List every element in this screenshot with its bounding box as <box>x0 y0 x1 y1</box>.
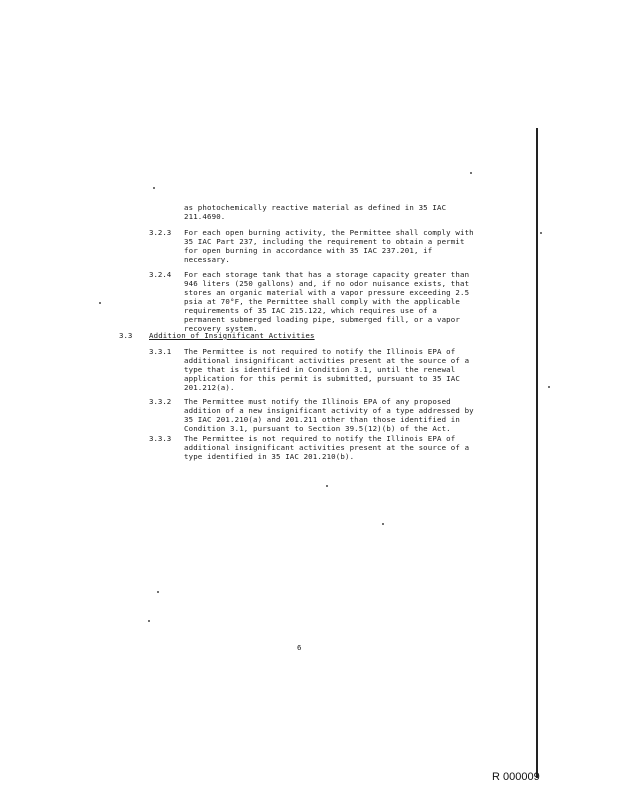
scan-speck <box>157 591 159 593</box>
scan-speck <box>99 302 101 304</box>
intro-line: 211.4690. <box>184 212 226 221</box>
scan-speck <box>382 523 384 525</box>
sub-item-line: application for this permit is submitted, pursuant to 35 IAC <box>184 374 460 383</box>
item-line: stores an organic material with a vapor pressure exceeding 2.5 <box>184 288 470 297</box>
scan-speck <box>326 485 328 487</box>
sub-item-line: type identified in 35 IAC 201.210(b). <box>184 452 355 461</box>
sub-item-line: The Permittee is not required to notify the Illinois EPA of <box>184 434 456 443</box>
scan-speck <box>540 232 542 234</box>
sub-item-line: Condition 3.1, pursuant to Section 39.5(12)(b) of the Act. <box>184 424 451 433</box>
item-line: For each storage tank that has a storage capacity greater than <box>184 270 470 279</box>
item-line: for open burning in accordance with 35 IAC 237.201, if <box>184 246 433 255</box>
scan-speck <box>548 386 550 388</box>
sub-item-line: additional insignificant activities present at the source of a <box>184 356 470 365</box>
intro-line: as photochemically reactive material as defined in 35 IAC <box>184 203 447 212</box>
section-heading: Addition of Insignificant Activities <box>149 331 315 340</box>
scan-edge-line <box>536 128 538 778</box>
sub-item-line: type that is identified in Condition 3.1, until the renewal <box>184 365 456 374</box>
scan-speck <box>148 620 150 622</box>
sub-item-line: The Permittee must notify the Illinois EPA of any proposed <box>184 397 451 406</box>
item-line: permanent submerged loading pipe, submerged fill, or a vapor <box>184 315 460 324</box>
sub-item-line: addition of a new insignificant activity of a type addressed by <box>184 406 474 415</box>
sub-item-line: The Permittee is not required to notify the Illinois EPA of <box>184 347 456 356</box>
sub-item-line: 201.212(a). <box>184 383 235 392</box>
item-number: 3.2.3 <box>149 228 172 237</box>
sub-item-line: 35 IAC 201.210(a) and 201.211 other than those identified in <box>184 415 460 424</box>
item-line: necessary. <box>184 255 230 264</box>
item-line: requirements of 35 IAC 215.122, which requires use of a <box>184 306 437 315</box>
scan-speck <box>470 172 472 174</box>
item-line: 946 liters (250 gallons) and, if no odor nuisance exists, that <box>184 279 470 288</box>
item-line: psia at 70°F, the Permittee shall comply with the applicable <box>184 297 460 306</box>
section-number: 3.3 <box>119 331 133 340</box>
sub-item-number: 3.3.1 <box>149 347 172 356</box>
item-line: recovery system. <box>184 324 258 333</box>
sub-item-number: 3.3.3 <box>149 434 172 443</box>
sub-item-number: 3.3.2 <box>149 397 172 406</box>
item-line: For each open burning activity, the Permittee shall comply with <box>184 228 474 237</box>
page-number: 6 <box>297 643 302 652</box>
sub-item-line: additional insignificant activities present at the source of a <box>184 443 470 452</box>
item-line: 35 IAC Part 237, including the requirement to obtain a permit <box>184 237 465 246</box>
item-number: 3.2.4 <box>149 270 172 279</box>
scan-speck <box>153 187 155 189</box>
bates-number: R 000009 <box>492 771 540 783</box>
